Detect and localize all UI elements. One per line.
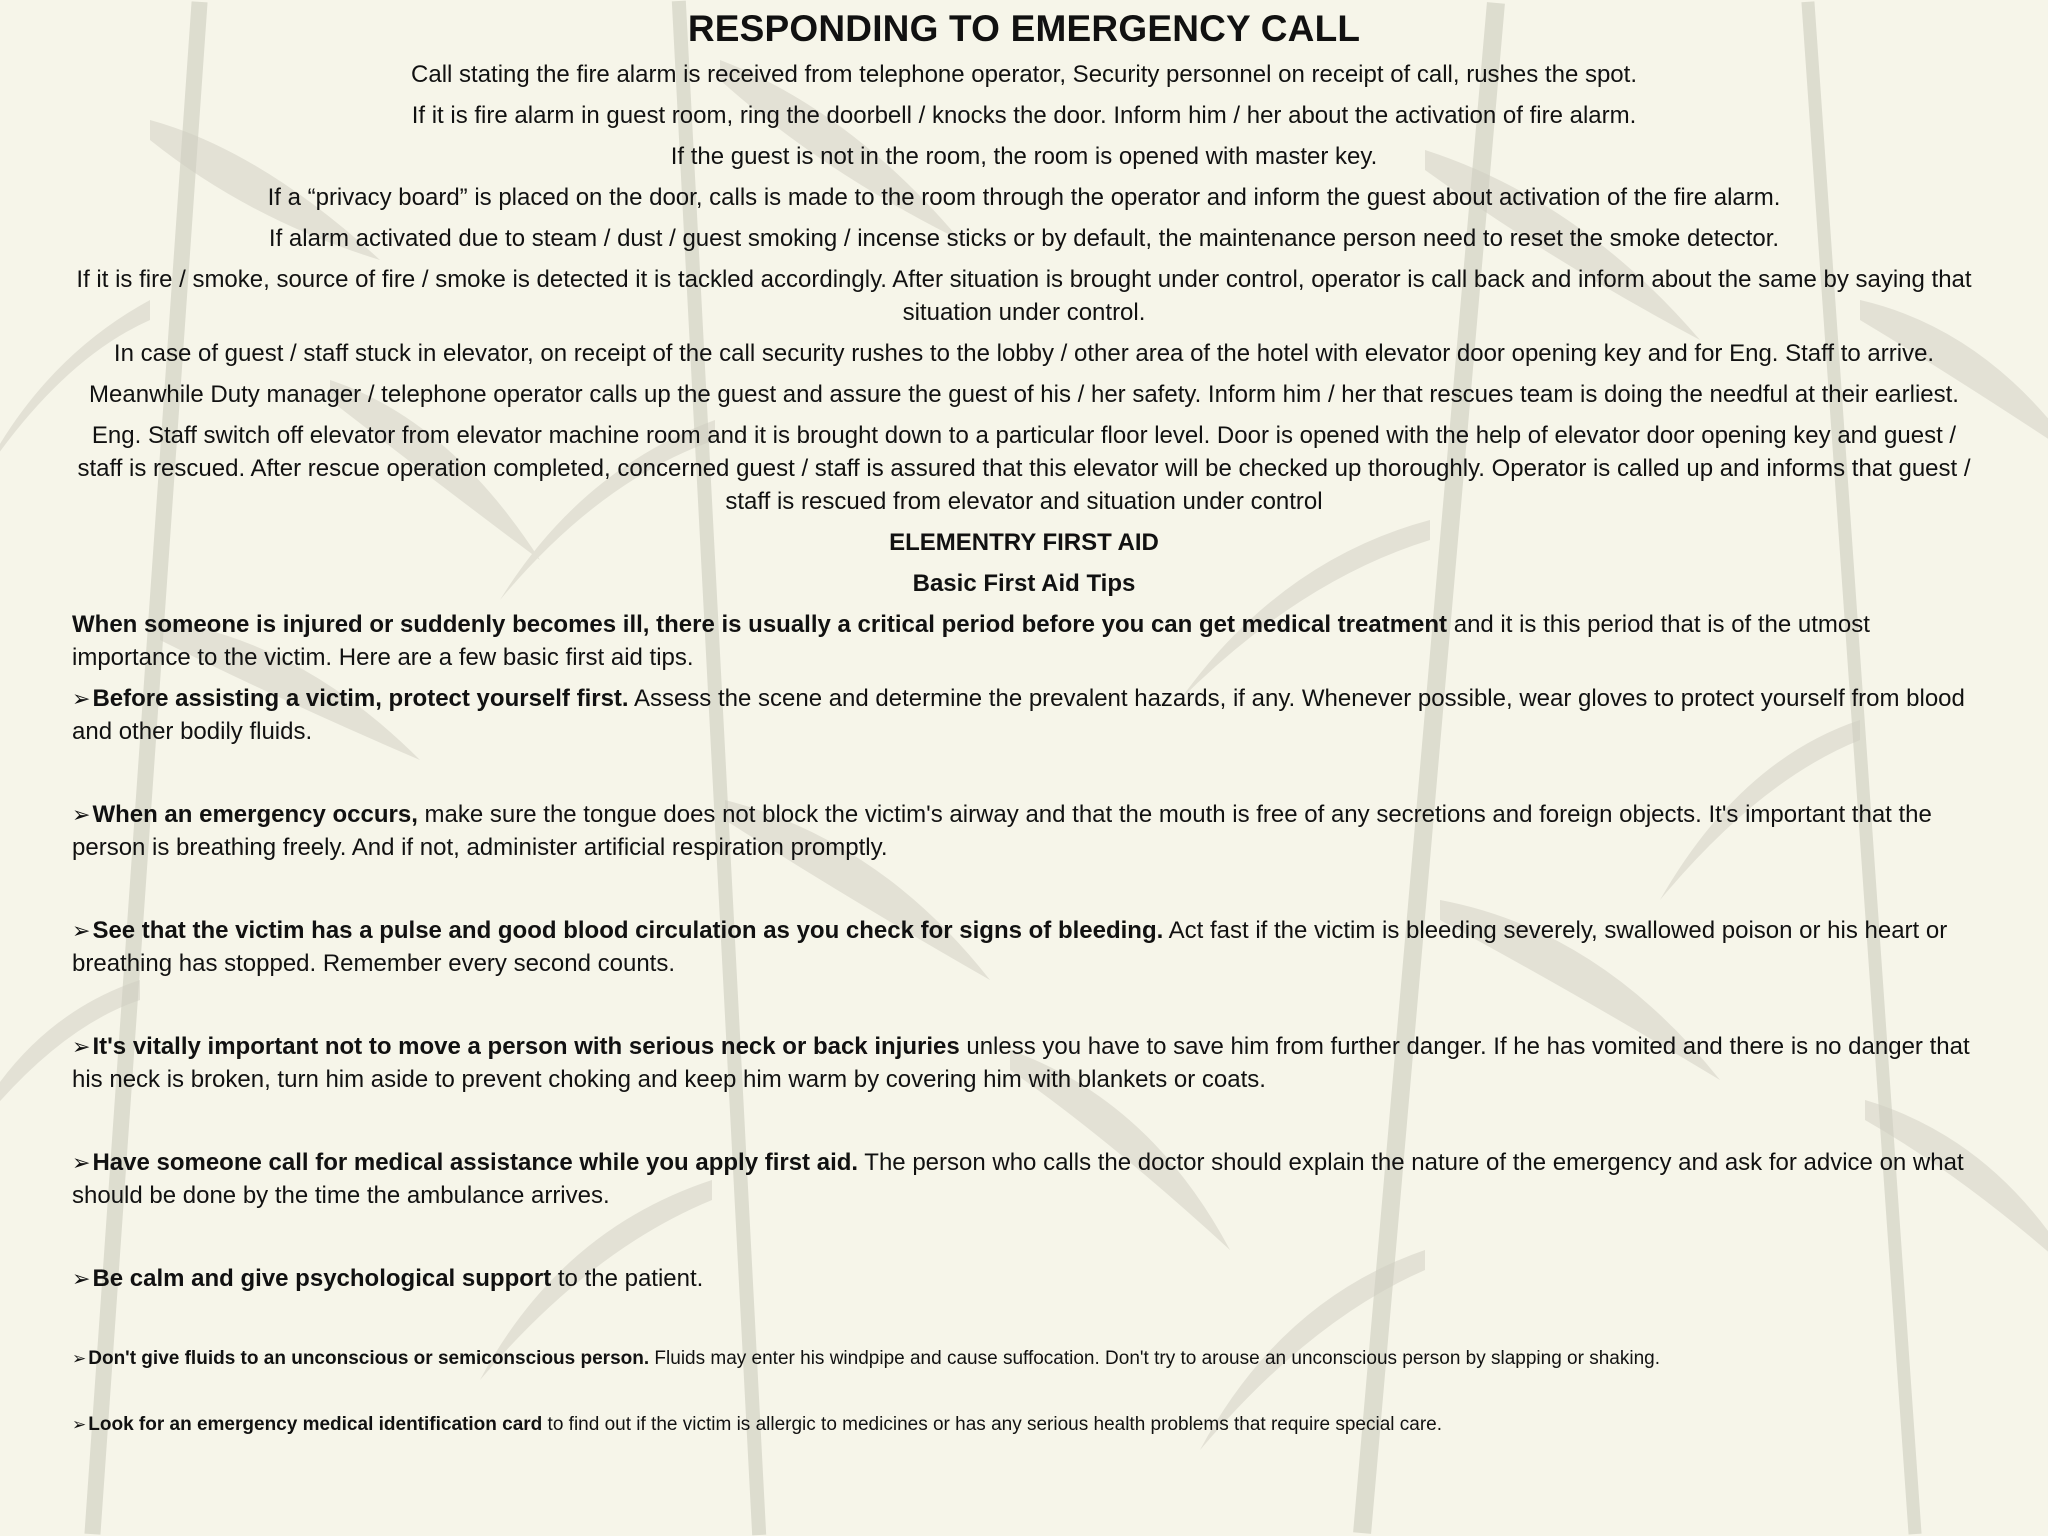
tip-bold-text: See that the victim has a pulse and good blood circulation as you check for signs of bleeding. [92,917,1164,944]
first-aid-intro [72,608,1976,674]
tip-text: Act fast if the victim is bleeding severely, swallowed poison or his heart or breathing has stopped. Remember every second counts. [72,917,1948,977]
tip-text: The person who calls the doctor should explain the nature of the emergency and ask for advice on what should be done by the time the ambulance arrives. [72,1149,1964,1209]
first-aid-tip [72,1146,1976,1212]
tip-bold-text: When an emergency occurs, [92,801,418,828]
arrow-bullet-icon: ➢ [72,918,91,943]
procedure-step: If alarm activated due to steam / dust / guest smoking / incense sticks or by default, the maintenance person need to reset the smoke detector. [268,225,1780,252]
arrow-bullet-icon: ➢ [72,1349,87,1368]
first-aid-tip [72,682,1976,748]
first-aid-tip [72,1030,1976,1096]
first-aid-tip [72,1345,1976,1373]
arrow-bullet-icon: ➢ [72,802,91,827]
procedure-step: Eng. Staff switch off elevator from elevator machine room and it is brought down to a particular floor level. Door is opened with the help of elevator door opening key and guest / staff is rescued. After rescue operation completed, concerned guest / staff is assured that this elevator will be checked up thoroughly. Operator is called up and informs that guest / staff is rescued from elevator and situation under control [77,422,1971,515]
emergency-procedure-list [72,58,1976,518]
tip-bold-text: Don't give fluids to an unconscious or semiconscious person. [88,1348,650,1369]
first-aid-subheading: Basic First Aid Tips [912,570,1136,597]
procedure-step: Meanwhile Duty manager / telephone operator calls up the guest and assure the guest of his / her safety. Inform him / her that rescues team is doing the needful at their earliest. [89,381,1959,408]
tip-text: make sure the tongue does not block the victim's airway and that the mouth is free of any secretions and foreign objects. It's important that the person is breathing freely. And if not, administer artificial respiration promptly. [72,801,1932,861]
first-aid-tip [72,1411,1976,1439]
procedure-step: If the guest is not in the room, the room is opened with master key. [670,143,1378,170]
tip-text: Assess the scene and determine the prevalent hazards, if any. Whenever possible, wear gloves to protect yourself from blood and other bodily fluids. [72,685,1965,745]
first-aid-tip [72,798,1976,864]
tip-text: unless you have to save him from further danger. If he has vomited and there is no danger that his neck is broken, turn him aside to prevent choking and keep him warm by covering him with blankets or coats. [72,1033,1970,1093]
procedure-step: If a “privacy board” is placed on the door, calls is made to the room through the operator and inform the guest about activation of the fire alarm. [267,184,1781,211]
intro-text: and it is this period that is of the utmost importance to the victim. Here are a few basic first aid tips. [72,611,1870,671]
page-title: RESPONDING TO EMERGENCY CALL [687,8,1361,49]
tip-bold-text: Have someone call for medical assistance while you apply first aid. [92,1149,859,1176]
first-aid-tip [72,914,1976,980]
intro-bold-text: When someone is injured or suddenly becomes ill, there is usually a critical period before you can get medical treatment [72,611,1448,638]
first-aid-heading: ELEMENTRY FIRST AID [889,529,1159,556]
first-aid-tip [72,1262,1976,1295]
arrow-bullet-icon: ➢ [72,1415,87,1434]
tip-text: to the patient. [551,1265,704,1292]
arrow-bullet-icon: ➢ [72,1266,91,1291]
tip-bold-text: Look for an emergency medical identification card [88,1414,543,1435]
procedure-step: Call stating the fire alarm is received from telephone operator, Security personnel on receipt of call, rushes the spot. [411,61,1637,88]
tip-bold-text: It's vitally important not to move a person with serious neck or back injuries [92,1033,960,1060]
procedure-step: If it is fire alarm in guest room, ring the doorbell / knocks the door. Inform him / her about the activation of fire alarm. [411,102,1637,129]
arrow-bullet-icon: ➢ [72,1034,91,1059]
first-aid-tips-list [72,682,1976,1439]
arrow-bullet-icon: ➢ [72,686,91,711]
tip-text: to find out if the victim is allergic to medicines or has any serious health problems that require special care. [542,1414,1443,1435]
procedure-step: In case of guest / staff stuck in elevator, on receipt of the call security rushes to the lobby / other area of the hotel with elevator door opening key and for Eng. Staff to arrive. [113,340,1935,367]
tip-bold-text: Be calm and give psychological support [92,1265,552,1292]
tip-bold-text: Before assisting a victim, protect yourself first. [92,685,629,712]
tip-text: Fluids may enter his windpipe and cause suffocation. Don't try to arouse an unconscious person by slapping or shaking. [649,1348,1660,1369]
arrow-bullet-icon: ➢ [72,1150,91,1175]
procedure-step: If it is fire / smoke, source of fire / smoke is detected it is tackled accordingly. After situation is brought under control, operator is call back and inform about the same by saying that situation under control. [76,266,1972,326]
